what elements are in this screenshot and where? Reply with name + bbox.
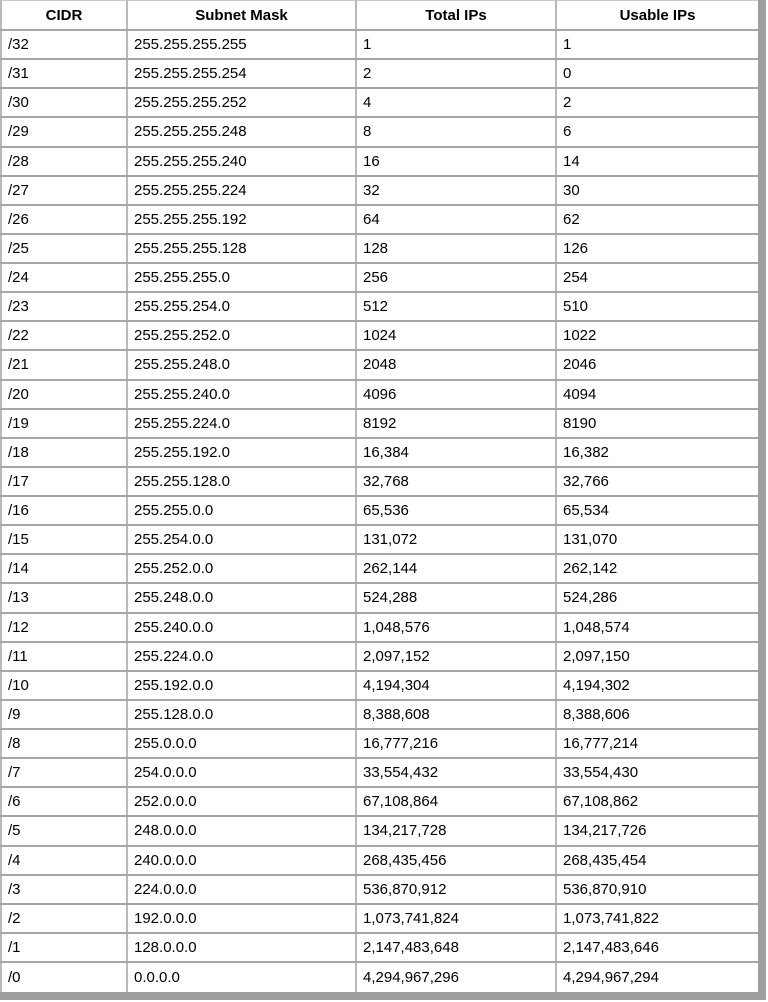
- table-row: [1, 117, 762, 146]
- table-row: [1, 147, 762, 176]
- total-ips-cell: 134,217,728: [356, 816, 556, 845]
- usable-ips-cell: 268,435,454: [556, 846, 762, 875]
- total-ips-cell: 67,108,864: [356, 787, 556, 816]
- subnet-mask-cell: 255.248.0.0: [127, 583, 356, 612]
- cidr-cell: /18: [1, 438, 127, 467]
- usable-ips-cell: 8190: [556, 409, 762, 438]
- usable-ips-cell: 524,286: [556, 583, 762, 612]
- cidr-cell: /11: [1, 642, 127, 671]
- total-ips-cell: 16: [356, 147, 556, 176]
- usable-ips-cell: 4094: [556, 380, 762, 409]
- cidr-cell: /29: [1, 117, 127, 146]
- cidr-cell: /31: [1, 59, 127, 88]
- cidr-cell: /20: [1, 380, 127, 409]
- subnet-mask-cell: 255.0.0.0: [127, 729, 356, 758]
- cidr-cell: /4: [1, 846, 127, 875]
- table-row: [1, 554, 762, 583]
- table-row: [1, 30, 762, 59]
- total-ips-cell: 262,144: [356, 554, 556, 583]
- cidr-cell: /32: [1, 30, 127, 59]
- cidr-cell: /23: [1, 292, 127, 321]
- usable-ips-cell: 30: [556, 176, 762, 205]
- cidr-cell: /25: [1, 234, 127, 263]
- table-row: [1, 787, 762, 816]
- subnet-mask-cell: 255.255.254.0: [127, 292, 356, 321]
- subnet-mask-cell: 255.255.255.240: [127, 147, 356, 176]
- subnet-mask-cell: 240.0.0.0: [127, 846, 356, 875]
- table-row: [1, 205, 762, 234]
- table-row: [1, 380, 762, 409]
- cidr-cell: /22: [1, 321, 127, 350]
- subnet-mask-cell: 254.0.0.0: [127, 758, 356, 787]
- total-ips-cell: 2048: [356, 350, 556, 379]
- cidr-cell: /26: [1, 205, 127, 234]
- total-ips-cell: 2: [356, 59, 556, 88]
- column-header-total-ips: Total IPs: [356, 1, 556, 31]
- subnet-mask-cell: 224.0.0.0: [127, 875, 356, 904]
- usable-ips-cell: 62: [556, 205, 762, 234]
- cidr-cell: /12: [1, 613, 127, 642]
- total-ips-cell: 4,294,967,296: [356, 962, 556, 996]
- total-ips-cell: 8: [356, 117, 556, 146]
- subnet-mask-cell: 255.240.0.0: [127, 613, 356, 642]
- total-ips-cell: 524,288: [356, 583, 556, 612]
- cidr-cell: /19: [1, 409, 127, 438]
- table-row: [1, 758, 762, 787]
- usable-ips-cell: 2046: [556, 350, 762, 379]
- cidr-cell: /21: [1, 350, 127, 379]
- cidr-cell: /16: [1, 496, 127, 525]
- total-ips-cell: 16,777,216: [356, 729, 556, 758]
- subnet-mask-cell: 255.255.255.128: [127, 234, 356, 263]
- total-ips-cell: 131,072: [356, 525, 556, 554]
- total-ips-cell: 512: [356, 292, 556, 321]
- table-row: [1, 933, 762, 962]
- subnet-mask-cell: 248.0.0.0: [127, 816, 356, 845]
- total-ips-cell: 2,147,483,648: [356, 933, 556, 962]
- subnet-mask-cell: 255.255.0.0: [127, 496, 356, 525]
- usable-ips-cell: 16,382: [556, 438, 762, 467]
- usable-ips-cell: 510: [556, 292, 762, 321]
- subnet-mask-cell: 255.255.252.0: [127, 321, 356, 350]
- total-ips-cell: 1,073,741,824: [356, 904, 556, 933]
- cidr-cell: /1: [1, 933, 127, 962]
- table-row: [1, 350, 762, 379]
- total-ips-cell: 1: [356, 30, 556, 59]
- total-ips-cell: 64: [356, 205, 556, 234]
- table-row: [1, 409, 762, 438]
- table-row: [1, 700, 762, 729]
- total-ips-cell: 128: [356, 234, 556, 263]
- subnet-mask-cell: 255.254.0.0: [127, 525, 356, 554]
- table-row: [1, 263, 762, 292]
- usable-ips-cell: 0: [556, 59, 762, 88]
- cidr-cell: /13: [1, 583, 127, 612]
- usable-ips-cell: 65,534: [556, 496, 762, 525]
- cidr-cell: /7: [1, 758, 127, 787]
- total-ips-cell: 256: [356, 263, 556, 292]
- total-ips-cell: 8,388,608: [356, 700, 556, 729]
- usable-ips-cell: 6: [556, 117, 762, 146]
- usable-ips-cell: 131,070: [556, 525, 762, 554]
- usable-ips-cell: 126: [556, 234, 762, 263]
- cidr-cell: /0: [1, 962, 127, 996]
- cidr-cell: /14: [1, 554, 127, 583]
- column-header-cidr: CIDR: [1, 1, 127, 31]
- cidr-cell: /24: [1, 263, 127, 292]
- table-row: [1, 438, 762, 467]
- table-row: [1, 962, 762, 996]
- table-row: [1, 671, 762, 700]
- table-row: [1, 875, 762, 904]
- subnet-mask-cell: 255.252.0.0: [127, 554, 356, 583]
- total-ips-cell: 8192: [356, 409, 556, 438]
- subnet-mask-cell: 255.255.255.248: [127, 117, 356, 146]
- subnet-mask-cell: 255.224.0.0: [127, 642, 356, 671]
- total-ips-cell: 268,435,456: [356, 846, 556, 875]
- usable-ips-cell: 262,142: [556, 554, 762, 583]
- usable-ips-cell: 536,870,910: [556, 875, 762, 904]
- table-row: [1, 234, 762, 263]
- total-ips-cell: 33,554,432: [356, 758, 556, 787]
- subnet-mask-cell: 255.255.255.224: [127, 176, 356, 205]
- subnet-mask-cell: 255.255.255.255: [127, 30, 356, 59]
- table-row: [1, 583, 762, 612]
- subnet-mask-cell: 255.255.240.0: [127, 380, 356, 409]
- usable-ips-cell: 67,108,862: [556, 787, 762, 816]
- cidr-cell: /30: [1, 88, 127, 117]
- column-header-subnet-mask: Subnet Mask: [127, 1, 356, 31]
- table-row: [1, 525, 762, 554]
- total-ips-cell: 4,194,304: [356, 671, 556, 700]
- table-row: [1, 176, 762, 205]
- total-ips-cell: 536,870,912: [356, 875, 556, 904]
- total-ips-cell: 16,384: [356, 438, 556, 467]
- table-row: [1, 642, 762, 671]
- usable-ips-cell: 2,147,483,646: [556, 933, 762, 962]
- total-ips-cell: 4096: [356, 380, 556, 409]
- usable-ips-cell: 1: [556, 30, 762, 59]
- table-row: [1, 88, 762, 117]
- cidr-cell: /9: [1, 700, 127, 729]
- cidr-cell: /15: [1, 525, 127, 554]
- table-body: [1, 30, 762, 996]
- cidr-cell: /3: [1, 875, 127, 904]
- total-ips-cell: 32: [356, 176, 556, 205]
- usable-ips-cell: 254: [556, 263, 762, 292]
- table-row: [1, 496, 762, 525]
- subnet-mask-cell: 252.0.0.0: [127, 787, 356, 816]
- total-ips-cell: 32,768: [356, 467, 556, 496]
- subnet-mask-cell: 255.255.255.252: [127, 88, 356, 117]
- total-ips-cell: 4: [356, 88, 556, 117]
- subnet-mask-cell: 255.255.192.0: [127, 438, 356, 467]
- usable-ips-cell: 4,294,967,294: [556, 962, 762, 996]
- usable-ips-cell: 134,217,726: [556, 816, 762, 845]
- subnet-mask-cell: 255.192.0.0: [127, 671, 356, 700]
- subnet-mask-cell: 255.255.255.0: [127, 263, 356, 292]
- subnet-mask-cell: 0.0.0.0: [127, 962, 356, 996]
- usable-ips-cell: 8,388,606: [556, 700, 762, 729]
- subnet-mask-cell: 255.255.255.254: [127, 59, 356, 88]
- cidr-cell: /8: [1, 729, 127, 758]
- usable-ips-cell: 4,194,302: [556, 671, 762, 700]
- total-ips-cell: 65,536: [356, 496, 556, 525]
- subnet-mask-cell: 255.255.255.192: [127, 205, 356, 234]
- cidr-cell: /10: [1, 671, 127, 700]
- header-row: [1, 1, 762, 31]
- usable-ips-cell: 2: [556, 88, 762, 117]
- total-ips-cell: 1,048,576: [356, 613, 556, 642]
- table-row: [1, 292, 762, 321]
- usable-ips-cell: 2,097,150: [556, 642, 762, 671]
- subnet-mask-cell: 192.0.0.0: [127, 904, 356, 933]
- usable-ips-cell: 1,073,741,822: [556, 904, 762, 933]
- usable-ips-cell: 32,766: [556, 467, 762, 496]
- table-row: [1, 846, 762, 875]
- table-row: [1, 59, 762, 88]
- table-row: [1, 321, 762, 350]
- cidr-cell: /2: [1, 904, 127, 933]
- cidr-cell: /17: [1, 467, 127, 496]
- subnet-mask-cell: 255.255.248.0: [127, 350, 356, 379]
- usable-ips-cell: 33,554,430: [556, 758, 762, 787]
- table-row: [1, 816, 762, 845]
- table-row: [1, 613, 762, 642]
- usable-ips-cell: 1022: [556, 321, 762, 350]
- subnet-mask-cell: 128.0.0.0: [127, 933, 356, 962]
- cidr-cell: /6: [1, 787, 127, 816]
- cidr-cell: /28: [1, 147, 127, 176]
- table-row: [1, 729, 762, 758]
- cidr-cell: /27: [1, 176, 127, 205]
- table-row: [1, 467, 762, 496]
- total-ips-cell: 2,097,152: [356, 642, 556, 671]
- subnet-mask-cell: 255.255.224.0: [127, 409, 356, 438]
- usable-ips-cell: 16,777,214: [556, 729, 762, 758]
- column-header-usable-ips: Usable IPs: [556, 1, 762, 31]
- table-row: [1, 904, 762, 933]
- subnet-mask-cell: 255.128.0.0: [127, 700, 356, 729]
- usable-ips-cell: 1,048,574: [556, 613, 762, 642]
- total-ips-cell: 1024: [356, 321, 556, 350]
- usable-ips-cell: 14: [556, 147, 762, 176]
- subnet-mask-cell: 255.255.128.0: [127, 467, 356, 496]
- cidr-cell: /5: [1, 816, 127, 845]
